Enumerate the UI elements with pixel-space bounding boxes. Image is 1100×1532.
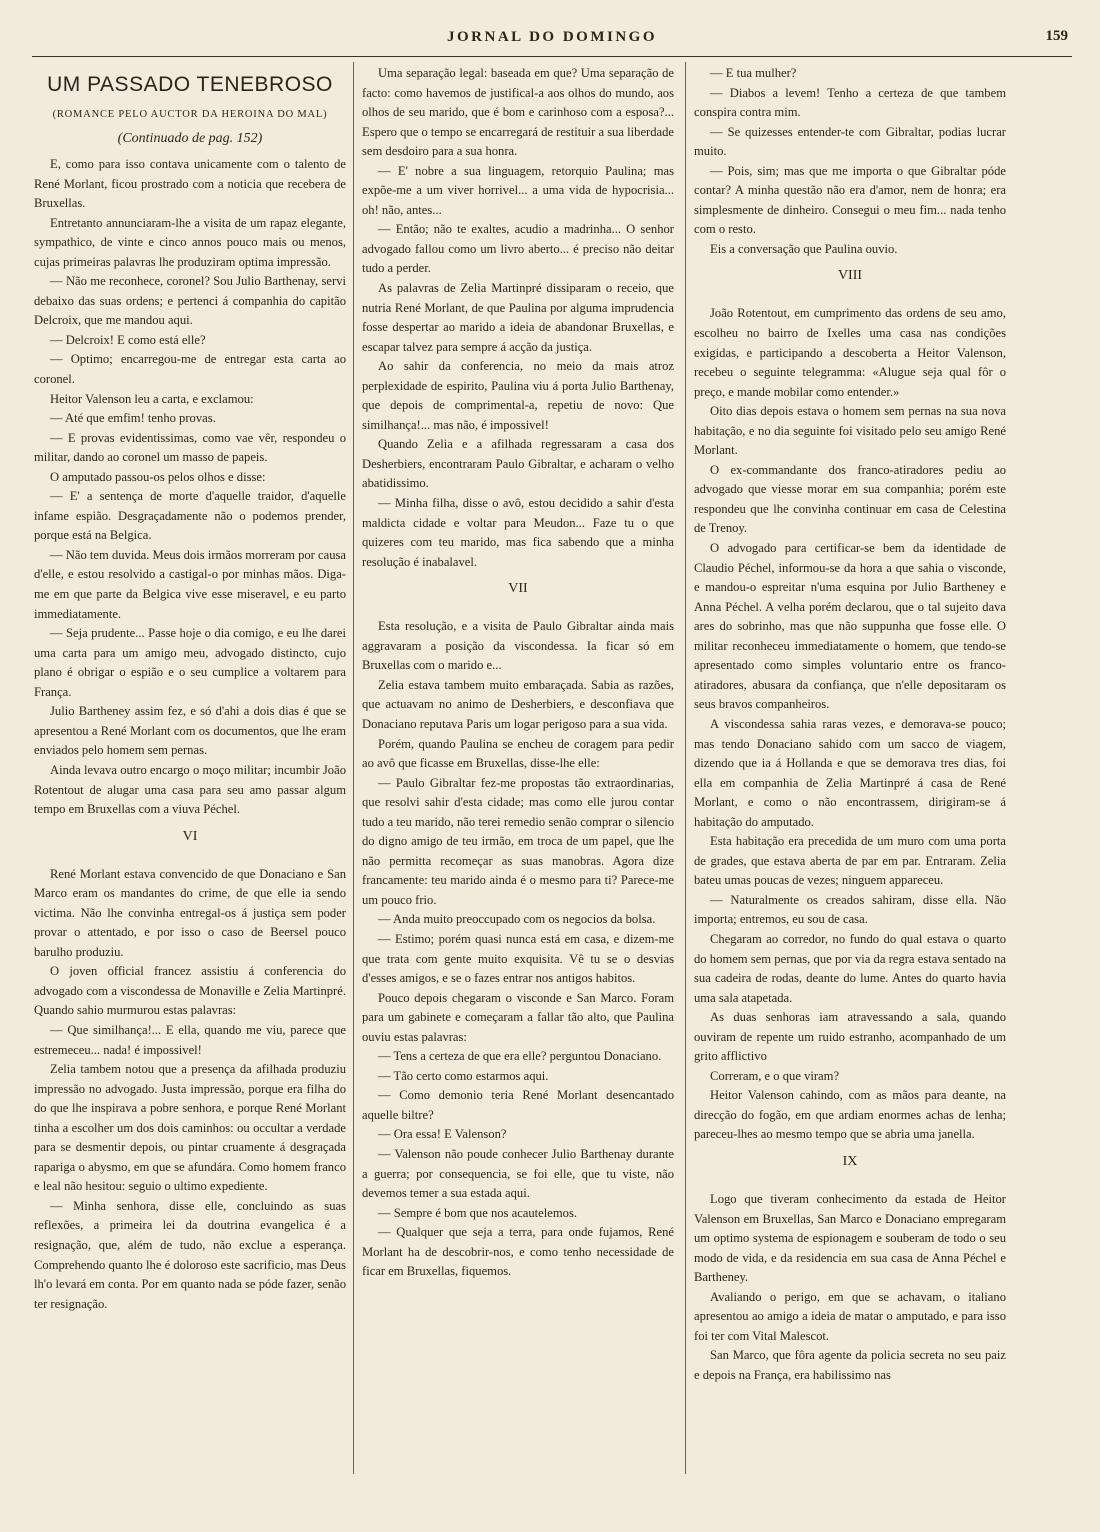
paragraph: Quando Zelia e a afilhada regressaram a casa dos Desherbiers, encontraram Paulo Gibraltar, e acharam o velho abatidissimo. [362, 437, 674, 491]
paragraph: Zelia tambem notou que a presença da afilhada produziu impressão no advogado. Justa impressão, porque era filha do do que lhe inspirava a pobre senhora, e porque René Morlant tinha a escolher um dos dois caminhos: ou occultar a verdade para se desmentir depois, ou pintar cruamente á desgraçada rapariga o abysmo, em que se afundára. Como homem franco e leal não hesitou: seguio o ultimo expediente. [34, 1062, 346, 1194]
column-3 [694, 64, 1006, 1474]
paragraph: O advogado para certificar-se bem da identidade de Claudio Péchel, informou-se da hora a que sahia o visconde, e mandou-o espreitar n'uma esquina por Julio Bartheney e Anna Péchel. A velha porém declarou, que o tal sujeito dava ares do sobrinho, mas que não suppunha que fosse elle. O militar reconheceu immediatamente o homem, que tendo-se apresentado como simples voluntario entre os franco-atiradores, abusara da confiança, que n'elle depositaram os seus bravos companheiros. [694, 541, 1006, 712]
page-number: 159 [1045, 28, 1068, 44]
paragraph: O joven official francez assistiu á conferencia do advogado com a viscondessa de Monaville e Zelia Martinpré. Quando sahio murmurou estas palavras: [34, 964, 346, 1018]
paragraph: — Não me reconhece, coronel? Sou Julio Barthenay, servi debaixo das suas ordens; e pertenci á companhia do capitão Delcroix, que me mandou aqui. [34, 274, 346, 328]
paragraph: Julio Bartheney assim fez, e só d'ahi a dois dias é que se apresentou a René Morlant com os documentos, que lhe eram enviados pelo homem sem pernas. [34, 704, 346, 758]
paragraph: — Minha filha, disse o avô, estou decidido a sahir d'esta maldicta cidade e voltar para Meudon... Faze tu o que quizeres com teu marido, mas fica sabendo que a minha resolução é inabalavel. [362, 496, 674, 569]
column-divider [685, 62, 686, 1474]
paragraph: As palavras de Zelia Martinpré dissiparam o receio, que nutria René Morlant, de que Paulina por alguma imprudencia fosse despertar ao marido a ideia de abandonar Bruxellas, e escapar talvez para sempre á acção da justiça. [362, 281, 674, 354]
paragraph: Esta resolução, e a visita de Paulo Gibraltar ainda mais aggravaram a posição da viscondessa. Ia ficar só em Bruxellas com o marido e... [362, 619, 674, 673]
chapter-heading: VI [182, 828, 198, 844]
column-1 [34, 64, 346, 1474]
paragraph: — Minha senhora, disse elle, concluindo as suas reflexões, a primeira lei da doutrina evangelica é a resignação, que, além de tudo, não exclue a esperança. Comprehendo quanto lhe é doloroso este sacrificio, mas Deus lh'o levará em conta. Por em quanto nada se póde fazer, senão ter resignação. [34, 1198, 346, 1311]
paragraph: San Marco, que fôra agente da policia secreta no seu paiz e depois na França, era habilissimo nas [694, 1348, 1006, 1382]
paragraph: — Ora essa! E Valenson? [378, 1127, 507, 1142]
paragraph: — Se quizesses entender-te com Gibraltar, podias lucrar muito. [694, 124, 1006, 159]
paragraph: — Diabos a levem! Tenho a certeza de que tambem conspira contra mim. [694, 85, 1006, 120]
paragraph: Eis a conversação que Paulina ouvio. [710, 241, 898, 256]
paragraph: Uma separação legal: baseada em que? Uma separação de facto: como havemos de justifical-a aos olhos do mundo, aos olhos de seu marido, que é bom e carinhoso com a esposa?... Espero que o tempo se encarregará de restituir a sua liberdade sem desdoiro para a sua honra. [362, 66, 674, 159]
paragraph: — Pois, sim; mas que me importa o que Gibraltar póde contar? A minha questão não era d'amor, nem de honra; era simplesmente de dinheiro. Consegui o meu fim... nada tenho com o resto. [694, 163, 1006, 237]
paragraph: Correram, e o que viram? [710, 1068, 840, 1083]
paragraph: O amputado passou-os pelos olhos e disse: [50, 469, 266, 484]
column-divider [353, 62, 354, 1474]
paragraph: Zelia estava tambem muito embaraçada. Sabia as razões, que actuavam no animo de Desherbiers, e desconfiava que Donaciano reputava Paris um logar perigoso para a sua vida. [362, 677, 674, 731]
paragraph: — E provas evidentissimas, como vae vêr, respondeu o militar, dando ao coronel um masso de papeis. [34, 430, 346, 465]
paragraph: — Seja prudente... Passe hoje o dia comigo, e eu lhe darei uma carta para um amigo meu, advogado distincto, cujo plano é obrigar o espião e o seu cumplice a voltarem para França. [34, 626, 346, 699]
paragraph: Porém, quando Paulina se encheu de coragem para pedir ao avô que ficasse em Bruxellas, disse-lhe elle: [362, 736, 674, 771]
paragraph: — Qualquer que seja a terra, para onde fujamos, René Morlant ha de descobrir-nos, e como tenho necessidade de ficar em Bruxellas, fiquemos. [362, 1225, 674, 1279]
paragraph: E, como para isso contava unicamente com o talento de René Morlant, ficou prostrado com a noticia que recebera de Bruxellas. [34, 157, 346, 211]
paragraph: — Sempre é bom que nos acautelemos. [378, 1205, 577, 1220]
paragraph: — Tão certo como estarmos aqui. [378, 1068, 549, 1083]
paragraph: — Não tem duvida. Meus dois irmãos morreram por causa d'elle, e estou resolvido a castigal-o por minhas mãos. Diga-me em que parte da Belgica vive esse miseravel, e eu parto immediatamente. [34, 547, 346, 621]
chapter-heading: IX [842, 1153, 858, 1169]
paragraph: Ao sahir da conferencia, no meio da mais atroz perplexidade de espirito, Paulina viu á porta Julio Barthenay, que depois de comprimental-a, repetiu de novo: Que similhança!... mas não, é impossivel! [362, 359, 674, 432]
paragraph: Logo que tiveram conhecimento da estada de Heitor Valenson em Bruxellas, San Marco e Donaciano empregaram um optimo systema de espionagem e souberam de todo o seu modo de vida, e da residencia em sua casa de Anna Péchel e Bartheney. [694, 1191, 1006, 1285]
story-title: UM PASSADO TENEBROSO [47, 73, 333, 96]
paragraph: Entretanto annunciaram-lhe a visita de um rapaz elegante, sympathico, de vinte e cinco annos pouco mais ou menos, cujas primeiras palavras lhe produziram optima impressão. [34, 215, 346, 269]
paragraph: — E' nobre a sua linguagem, retorquio Paulina; mas expõe-me a um viver horrivel... a uma vida de hypocrisia... oh! não, antes... [362, 163, 674, 217]
chapter-heading: VIII [837, 268, 863, 284]
paragraph: — Até que emfim! tenho provas. [50, 411, 216, 426]
paragraph: — Valenson não poude conhecer Julio Barthenay durante a guerra; por consequencia, se foi elle, que tu viste, não devemos temer a sua estada aqui. [362, 1146, 674, 1201]
paragraph: Pouco depois chegaram o visconde e San Marco. Foram para um gabinete e começaram a fallar tão alto, que Paulina ouviu estas palavras: [362, 990, 674, 1044]
paragraph: Oito dias depois estava o homem sem pernas na sua nova habitação, e no dia seguinte foi visitado pelo seu amigo René Morlant. [694, 404, 1006, 458]
paragraph: — Que similhança!... E ella, quando me viu, parece que estremeceu... nada! é impossivel! [34, 1022, 346, 1057]
column-2 [362, 64, 674, 1474]
paragraph: Heitor Valenson cahindo, com as mãos para deante, na direcção do fogão, em que ardiam enormes achas de lenha; pareceu-lhes ao mesmo tempo que se abria uma janella. [694, 1088, 1006, 1142]
paragraph: Esta habitação era precedida de um muro com uma porta de grades, que estava aberta de par em par. Entraram. Zelia bateu umas poucas de vezes; ninguem appareceu. [694, 834, 1006, 888]
paragraph: — Então; não te exaltes, acudio a madrinha... O senhor advogado fallou como um livro aberto... é preciso não deitar tudo a perder. [362, 222, 674, 276]
paragraph: — Delcroix! E como está elle? [50, 332, 206, 347]
paragraph: René Morlant estava convencido de que Donaciano e San Marco eram os mandantes do crime, de que elle ia sendo victima. Não lhe convinha entregal-os á justiça sem poder provar o attentado, e por isso o caso de Beersel pouco barulho produziu. [34, 866, 346, 959]
paragraph: Ainda levava outro encargo o moço militar; incumbir João Rotentout de alugar uma casa para seu amo passar algum tempo em Bruxellas com a viuva Péchel. [34, 762, 346, 817]
paragraph: — Optimo; encarregou-me de entregar esta carta ao coronel. [34, 352, 346, 387]
paragraph: Chegaram ao corredor, no fundo do qual estava o quarto do homem sem pernas, que por via da regra estava sentado na sua cadeira de rodas, deante do lume. Antes do quarto havia uma sala atapetada. [694, 931, 1006, 1005]
paragraph: O ex-commandante dos franco-atiradores pediu ao advogado que viesse morar em sua companhia; porém este respondeu que lhe convinha continuar em casa de Celestina de Trenoy. [694, 462, 1006, 536]
paragraph: — Anda muito preoccupado com os negocios da bolsa. [378, 912, 656, 927]
chapter-heading: VII [508, 581, 528, 597]
paragraph: — E' a sentença de morte d'aquelle traidor, d'aquelle infame espião. Desgraçadamente não o podemos prender, porque está na Belgica. [34, 489, 346, 543]
paragraph: — Naturalmente os creados sahiram, disse ella. Não importa; entremos, eu sou de casa. [694, 892, 1006, 927]
paragraph: — Estimo; porém quasi nunca está em casa, e dizem-me que trata com gente muito exquisita. Vê tu se o desvias d'esses amigos, e se o fazes entrar nos antigos habitos. [362, 931, 674, 986]
paragraph: A viscondessa sahia raras vezes, e demorava-se pouco; mas tendo Donaciano sahido com um sacco de viagem, dizendo que ia á Hollanda e que se demorava tres dias, foi ella em companhia de Zelia Martinpré á casa de René Morlant, e como o não encontrassem, dirigiram-se á habitação do amputado. [694, 716, 1006, 829]
continuation-note: (Continuado de pag. 152) [117, 131, 263, 146]
journal-title: JORNAL DO DOMINGO [446, 29, 657, 45]
paragraph: — Paulo Gibraltar fez-me propostas tão extraordinarias, que resolvi sahir d'esta cidade; mas como elle jurou contar tudo a teu marido, não terei remedio senão comprar o silencio do digno amigo de teu irmão, em troca de um papel, que lhe não permitta recomeçar as suas manobras. Agora dize francamente: teu marido ainda é o mesmo para ti? Parece-me um pouco frio. [362, 775, 674, 907]
paragraph: Heitor Valenson leu a carta, e exclamou: [50, 391, 254, 406]
paragraph: Avaliando o perigo, em que se achavam, o italiano apresentou ao amigo a ideia de matar o amputado, e para isso foi ter com Vital Malescot. [694, 1289, 1006, 1343]
paragraph: — Tens a certeza de que era elle? perguntou Donaciano. [378, 1049, 662, 1064]
paragraph: — Como demonio teria René Morlant desencantado aquelle biltre? [362, 1088, 674, 1122]
page-header [32, 26, 1072, 57]
story-subtitle: (ROMANCE PELO AUCTOR DA HEROINA DO MAL) [52, 109, 328, 120]
paragraph: — E tua mulher? [710, 66, 797, 80]
paragraph: João Rotentout, em cumprimento das ordens de seu amo, escolheu no bairro de Ixelles uma casa nas condições exigidas, e participando a descoberta a Heitor Valenson, recebeu o seguinte telegramma: «Alugue seja qual fôr o preço, e mande mobilar como entender.» [694, 306, 1006, 399]
paragraph: As duas senhoras iam atravessando a sala, quando ouviram de repente um ruido estranho, acompanhado de um grito afflictivo [694, 1010, 1006, 1064]
